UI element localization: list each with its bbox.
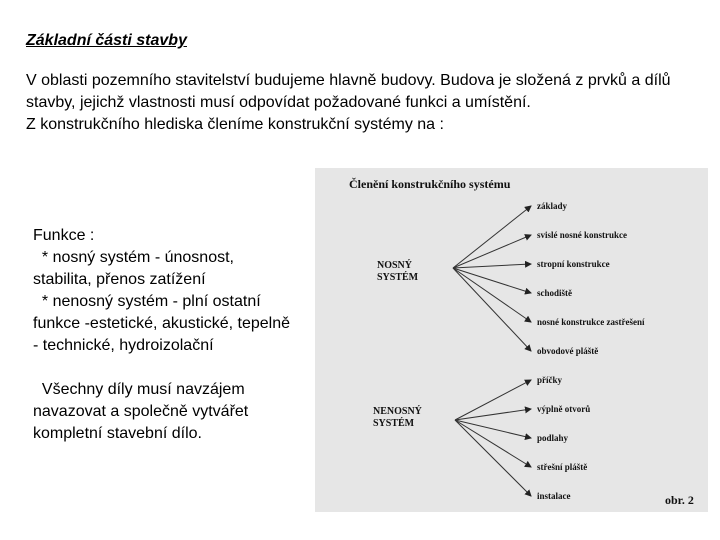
figure-arrow — [455, 420, 531, 496]
function-description — [33, 225, 293, 445]
page-title: Základní části stavby — [26, 32, 187, 49]
non-load-bearing-system-label-line2: SYSTÉM — [373, 418, 415, 429]
figure-item: schodiště — [537, 288, 573, 298]
figure-item: nosné konstrukce zastřešení — [537, 317, 645, 327]
figure-item: příčky — [537, 375, 563, 385]
load-bearing-system-label-line2: SYSTÉM — [377, 272, 419, 283]
figure-arrow — [453, 206, 531, 268]
figure-item: výplně otvorů — [537, 404, 591, 414]
intro-paragraph-2: Z konstrukčního hlediska členíme konstrukční systémy na : — [26, 116, 444, 133]
figure-arrow — [455, 420, 531, 467]
figure-item: základy — [537, 201, 568, 211]
figure-arrow — [453, 268, 531, 322]
intro-text — [26, 70, 686, 136]
intro-paragraph-1: V oblasti pozemního stavitelství budujeme hlavně budovy. Budova je složená z prvků a dílů stavby, jejichž vlastnosti musí odpovídat požadované funkci a umístění. — [26, 72, 671, 111]
figure-arrow — [453, 235, 531, 268]
figure-item: instalace — [537, 491, 571, 501]
figure-item: podlahy — [537, 433, 569, 443]
load-bearing-description: * nosný systém - únosnost, stabilita, přenos zatížení — [33, 249, 239, 288]
non-load-bearing-system-label-line1: NENOSNÝ — [373, 406, 422, 417]
figure-label: obr. 2 — [665, 493, 694, 507]
non-load-bearing-description: * nenosný systém - plní ostatní funkce -estetické, akustické, tepelně - technické, hydroizolační — [33, 293, 295, 354]
figure-diagram — [315, 168, 708, 512]
figure-item: stropní konstrukce — [537, 259, 610, 269]
function-heading: Funkce : — [33, 227, 95, 244]
figure-arrow — [455, 420, 531, 438]
figure-arrow — [453, 264, 531, 268]
figure-item: svislé nosné konstrukce — [537, 230, 628, 240]
conclusion-text: Všechny díly musí navzájem navazovat a společně vytvářet kompletní stavební dílo. — [33, 381, 253, 442]
figure-item: obvodové pláště — [537, 346, 599, 356]
figure-item: střešní pláště — [537, 462, 588, 472]
structural-system-figure — [315, 168, 708, 512]
load-bearing-system-label-line1: NOSNÝ — [377, 260, 413, 271]
figure-title: Členění konstrukčního systému — [349, 177, 511, 191]
